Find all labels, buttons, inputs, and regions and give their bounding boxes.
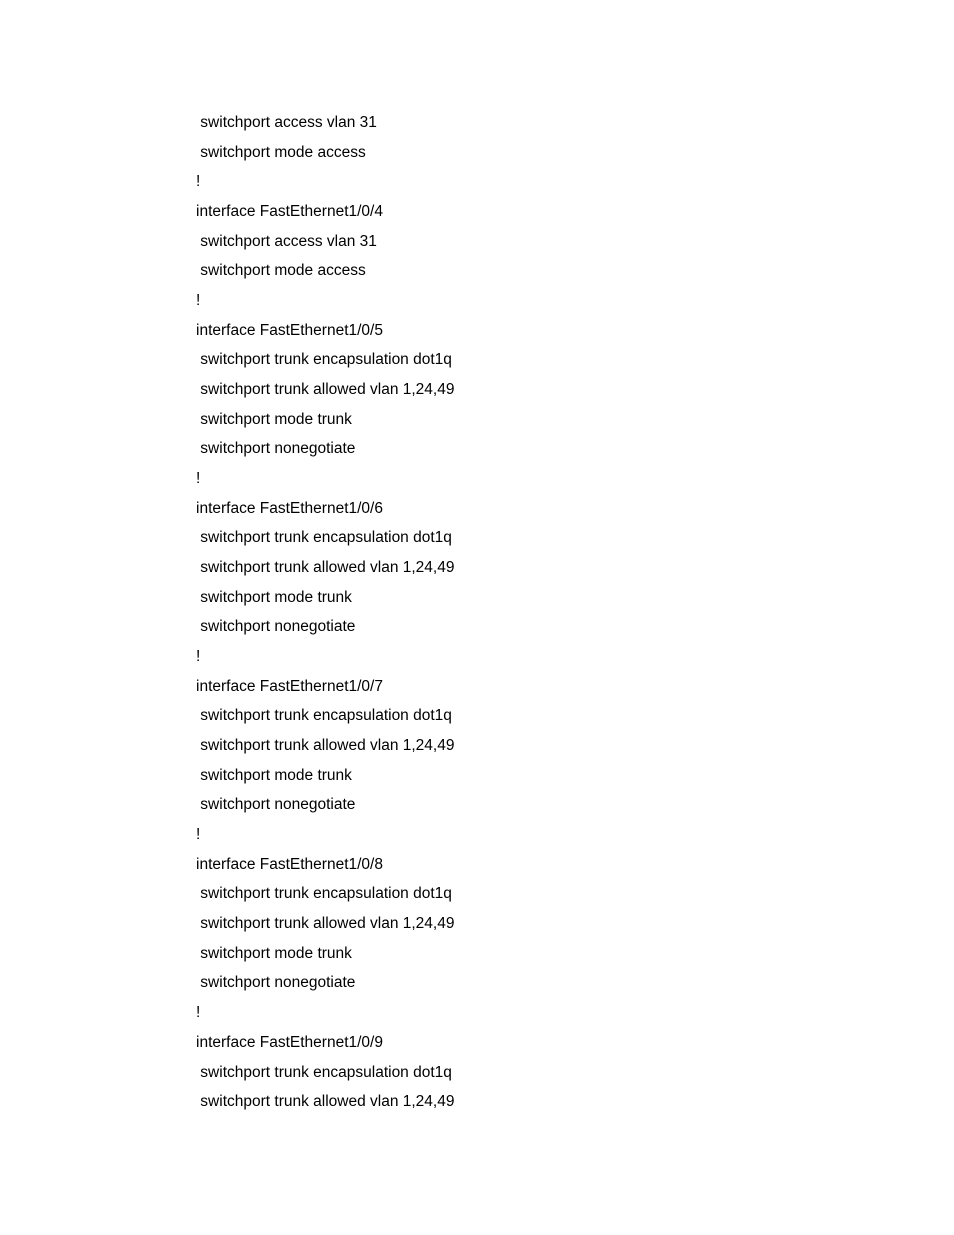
config-line: switchport trunk allowed vlan 1,24,49 <box>196 915 455 933</box>
config-line: switchport access vlan 31 <box>196 232 377 250</box>
config-separator: ! <box>196 826 201 844</box>
config-separator: ! <box>196 470 201 488</box>
config-line: switchport trunk encapsulation dot1q <box>196 1063 452 1081</box>
config-line: switchport trunk allowed vlan 1,24,49 <box>196 1093 455 1111</box>
interface-heading: interface FastEthernet1/0/9 <box>196 1033 383 1051</box>
config-line: switchport trunk allowed vlan 1,24,49 <box>196 559 455 577</box>
config-line: switchport trunk encapsulation dot1q <box>196 351 452 369</box>
config-line: switchport trunk encapsulation dot1q <box>196 885 452 903</box>
config-line: switchport mode access <box>196 143 366 161</box>
config-line: switchport nonegotiate <box>196 974 356 992</box>
config-line: switchport mode access <box>196 262 366 280</box>
interface-heading: interface FastEthernet1/0/6 <box>196 499 383 517</box>
interface-heading: interface FastEthernet1/0/8 <box>196 855 383 873</box>
config-line: switchport nonegotiate <box>196 440 356 458</box>
config-line: switchport trunk encapsulation dot1q <box>196 529 452 547</box>
interface-heading: interface FastEthernet1/0/4 <box>196 203 383 221</box>
config-line: switchport nonegotiate <box>196 796 356 814</box>
config-separator: ! <box>196 1004 201 1022</box>
config-line: switchport mode trunk <box>196 410 352 428</box>
config-line: switchport access vlan 31 <box>196 114 377 131</box>
config-line: switchport mode trunk <box>196 766 352 784</box>
config-line: switchport mode trunk <box>196 944 352 962</box>
interface-heading: interface FastEthernet1/0/5 <box>196 321 383 339</box>
switch-config-listing <box>196 110 454 1119</box>
config-line: switchport trunk encapsulation dot1q <box>196 707 452 725</box>
config-separator: ! <box>196 173 201 191</box>
config-line: switchport trunk allowed vlan 1,24,49 <box>196 381 455 399</box>
interface-heading: interface FastEthernet1/0/7 <box>196 677 383 695</box>
config-line: switchport mode trunk <box>196 588 352 606</box>
config-separator: ! <box>196 292 201 310</box>
config-line: switchport nonegotiate <box>196 618 356 636</box>
config-separator: ! <box>196 648 201 666</box>
config-line: switchport trunk allowed vlan 1,24,49 <box>196 737 455 755</box>
